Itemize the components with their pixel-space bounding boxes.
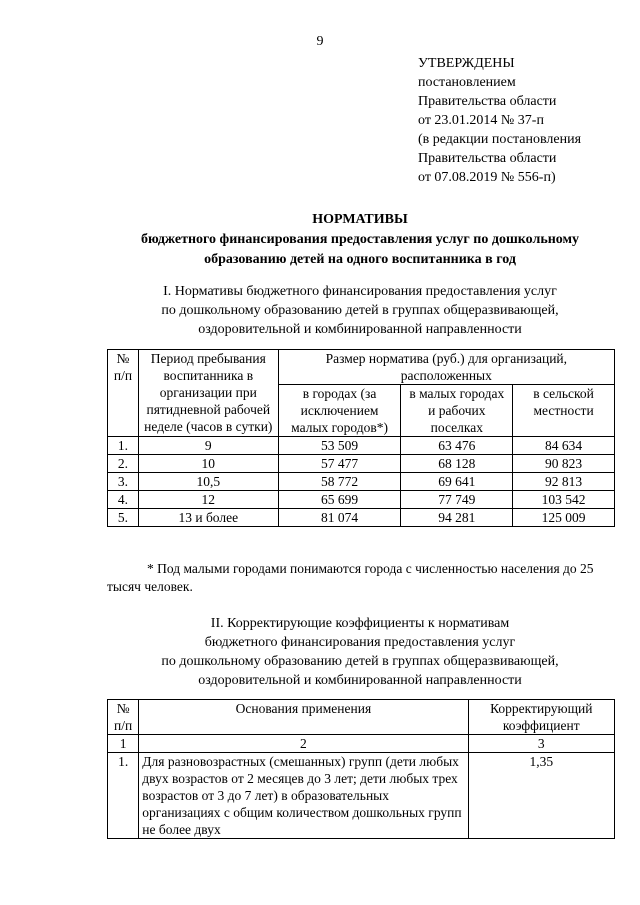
- approval-line: (в редакции постановления: [418, 132, 582, 147]
- col-number: 2: [139, 735, 468, 753]
- table-row: [108, 455, 615, 473]
- table-row: [108, 473, 615, 491]
- header-basis: Основания применения: [139, 700, 468, 735]
- cell-rural: 103 542: [513, 491, 615, 509]
- header-num: № п/п: [108, 350, 139, 437]
- cell-small: 63 476: [401, 437, 513, 455]
- heading-line: по дошкольному образованию детей в группах общеразвивающей,: [161, 654, 559, 669]
- cell-small: 68 128: [401, 455, 513, 473]
- cell-num: 1.: [108, 437, 139, 455]
- cell-cities: 53 509: [278, 437, 401, 455]
- cell-small: 69 641: [401, 473, 513, 491]
- header-num: № п/п: [108, 700, 139, 735]
- title-sub: бюджетного финансирования предоставления услуг по дошкольному: [140, 232, 580, 247]
- table-row: [108, 509, 615, 527]
- cell-num: 1.: [108, 753, 139, 839]
- cell-cities: 65 699: [278, 491, 401, 509]
- section2-heading: [60, 614, 640, 690]
- coefficients-table: [107, 699, 615, 839]
- table-row: [108, 491, 615, 509]
- approval-line: УТВЕРЖДЕНЫ: [418, 56, 515, 71]
- approval-line: от 23.01.2014 № 37-п: [418, 113, 544, 128]
- approval-stamp: [418, 54, 581, 187]
- norms-table: [107, 349, 615, 527]
- heading-line: I. Нормативы бюджетного финансирования предоставления услуг: [163, 284, 557, 299]
- title-main: НОРМАТИВЫ: [312, 212, 408, 227]
- approval-line: постановлением: [418, 75, 516, 90]
- header-cities: в городах (за исключением малых городов*): [278, 385, 401, 437]
- cell-coef: 1,35: [468, 753, 614, 839]
- header-rural: в сельской местности: [513, 385, 615, 437]
- document-title: [60, 210, 640, 270]
- table-row: [108, 753, 615, 839]
- approval-line: от 07.08.2019 № 556-п): [418, 170, 556, 185]
- cell-period: 13 и более: [138, 509, 278, 527]
- cell-cities: 81 074: [278, 509, 401, 527]
- header-coef: Корректирующий коэффициент: [468, 700, 614, 735]
- cell-period: 9: [138, 437, 278, 455]
- table-row: [108, 437, 615, 455]
- cell-small: 77 749: [401, 491, 513, 509]
- cell-rural: 84 634: [513, 437, 615, 455]
- cell-period: 12: [138, 491, 278, 509]
- header-small-towns: в малых городах и рабочих поселках: [401, 385, 513, 437]
- cell-num: 4.: [108, 491, 139, 509]
- cell-period: 10,5: [138, 473, 278, 491]
- cell-period: 10: [138, 455, 278, 473]
- approval-line: Правительства области: [418, 151, 557, 166]
- cell-num: 5.: [108, 509, 139, 527]
- cell-num: 2.: [108, 455, 139, 473]
- heading-line: по дошкольному образованию детей в группах общеразвивающей,: [161, 303, 559, 318]
- cell-rural: 92 813: [513, 473, 615, 491]
- page-number: 9: [316, 34, 324, 49]
- approval-line: Правительства области: [418, 94, 557, 109]
- col-number: 1: [108, 735, 139, 753]
- heading-line: II. Корректирующие коэффициенты к нормативам: [210, 616, 510, 631]
- cell-num: 3.: [108, 473, 139, 491]
- title-sub: образованию детей на одного воспитанника в год: [204, 252, 516, 267]
- header-period: Период пребывания воспитанника в организации при пятидневной рабочей неделе (часов в сутки): [138, 350, 278, 437]
- cell-rural: 90 823: [513, 455, 615, 473]
- header-size: Размер норматива (руб.) для организаций, расположенных: [278, 350, 614, 385]
- cell-rural: 125 009: [513, 509, 615, 527]
- heading-line: оздоровительной и комбинированной направленности: [198, 322, 522, 337]
- heading-line: бюджетного финансирования предоставления услуг: [204, 635, 516, 650]
- cell-small: 94 281: [401, 509, 513, 527]
- cell-cities: 58 772: [278, 473, 401, 491]
- footnote: * Под малыми городами понимаются города с численностью населения до 25 тысяч человек.: [107, 561, 594, 594]
- heading-line: оздоровительной и комбинированной направленности: [198, 673, 522, 688]
- cell-basis: Для разновозрастных (смешанных) групп (дети любых двух возрастов от 2 месяцев до 3 лет; дети любых трех возрастов от 3 до 7 лет) в образовательных организациях с общим количеством дошкольных групп не более двух: [139, 753, 468, 839]
- cell-cities: 57 477: [278, 455, 401, 473]
- section1-heading: [60, 282, 640, 339]
- col-number: 3: [468, 735, 614, 753]
